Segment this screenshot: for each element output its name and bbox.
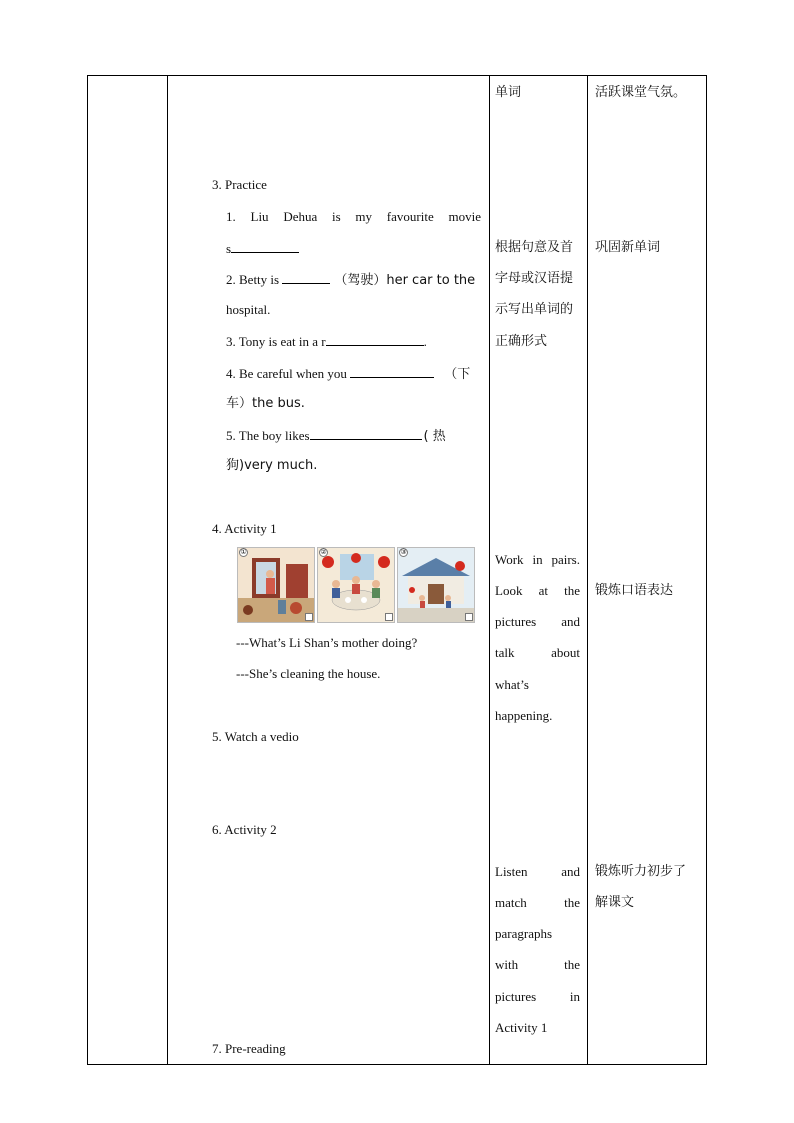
answer-blank bbox=[326, 333, 424, 346]
pairs-instruction-line: what’s bbox=[495, 677, 529, 692]
purpose-oral: 锻炼口语表达 bbox=[595, 583, 674, 598]
pairs-instruction-line bbox=[495, 583, 580, 599]
word: the bbox=[564, 895, 580, 910]
column-divider-1 bbox=[167, 76, 168, 1064]
listen-instruction-line bbox=[495, 895, 580, 911]
listen-instruction-line: paragraphs bbox=[495, 926, 553, 941]
column-divider-2 bbox=[489, 76, 490, 1064]
word: the bbox=[564, 957, 580, 972]
courtyard-illustration bbox=[398, 548, 474, 622]
question-4-line-1 bbox=[226, 365, 470, 383]
word: with bbox=[495, 957, 519, 972]
word: Look bbox=[495, 583, 523, 598]
word: pictures bbox=[495, 614, 537, 629]
word: the bbox=[564, 583, 580, 598]
answer-blank bbox=[231, 240, 299, 253]
family-dinner-illustration bbox=[318, 548, 394, 622]
item-5-watch-video: 5. Watch a vedio bbox=[212, 729, 299, 744]
listen-instruction-line bbox=[495, 957, 580, 973]
pairs-instruction-line bbox=[495, 614, 580, 630]
word: is bbox=[332, 209, 341, 224]
text: 5. The boy likes bbox=[226, 428, 310, 443]
listen-instruction-line bbox=[495, 864, 580, 880]
word: and bbox=[561, 614, 580, 629]
answer-blank bbox=[282, 271, 330, 284]
practice-title: 3. Practice bbox=[212, 177, 267, 192]
fill-instruction-line: 根据句意及首 bbox=[495, 240, 574, 255]
question-2-line-1 bbox=[226, 271, 475, 289]
item-7-pre-reading: 7. Pre-reading bbox=[212, 1041, 286, 1056]
text: 2. Betty is bbox=[226, 272, 283, 287]
purpose-atmosphere: 活跃课堂气氛。 bbox=[595, 85, 687, 100]
activity-2-title: 6. Activity 2 bbox=[212, 822, 277, 837]
text: 4. Be careful when you bbox=[226, 366, 351, 381]
word: 1. bbox=[226, 209, 236, 224]
word: movie bbox=[448, 209, 481, 224]
word: match bbox=[495, 895, 527, 910]
listen-instruction-line bbox=[495, 989, 580, 1005]
answer-blank bbox=[350, 365, 434, 378]
word: in bbox=[532, 552, 543, 567]
word: at bbox=[538, 583, 548, 598]
picture-number: ③ bbox=[400, 548, 407, 556]
question-4-line-2: 车）the bus. bbox=[226, 396, 305, 411]
question-5-line-1 bbox=[226, 427, 446, 445]
picture-family-dinner bbox=[317, 547, 395, 623]
word: talk bbox=[495, 645, 515, 660]
answer-box[interactable] bbox=[465, 613, 473, 621]
picture-courtyard bbox=[397, 547, 475, 623]
word: pairs. bbox=[551, 552, 580, 567]
activity-1-title: 4. Activity 1 bbox=[212, 521, 277, 536]
word: 1 bbox=[540, 1020, 548, 1035]
house-interior-illustration bbox=[238, 548, 314, 622]
question-5-line-2: 狗)very much. bbox=[226, 458, 318, 473]
fill-instruction-line: 字母或汉语提 bbox=[495, 271, 574, 286]
answer-blank bbox=[310, 427, 422, 440]
fill-instruction-line: 正确形式 bbox=[495, 334, 548, 349]
word: Work bbox=[495, 552, 524, 567]
word: Listen bbox=[495, 864, 528, 879]
word: Activity bbox=[495, 1020, 538, 1035]
pairs-instruction-line: happening. bbox=[495, 708, 553, 723]
text: ( 热 bbox=[423, 429, 446, 444]
purpose-listening-line: 解课文 bbox=[595, 895, 635, 910]
purpose-listening-line: 锻炼听力初步了 bbox=[595, 864, 687, 879]
word: Dehua bbox=[283, 209, 318, 224]
column-divider-3 bbox=[587, 76, 588, 1064]
answer-box[interactable] bbox=[385, 613, 393, 621]
text: s bbox=[226, 241, 232, 256]
word: and bbox=[561, 864, 580, 879]
pairs-instruction-line bbox=[495, 552, 580, 568]
word: my bbox=[355, 209, 373, 224]
answer-box[interactable] bbox=[305, 613, 313, 621]
fill-instruction-line: 示写出单词的 bbox=[495, 302, 574, 317]
picture-number: ② bbox=[320, 548, 327, 556]
question-1-line-2 bbox=[226, 240, 299, 257]
text: （下 bbox=[444, 367, 471, 382]
picture-number: ① bbox=[240, 548, 247, 556]
text: 3. Tony is eat in a r bbox=[226, 334, 326, 349]
dialog-answer: ---She’s cleaning the house. bbox=[236, 666, 381, 681]
question-1-line-1 bbox=[226, 209, 481, 225]
text: . bbox=[423, 334, 427, 349]
picture-cleaning-house bbox=[237, 547, 315, 623]
word: about bbox=[551, 645, 580, 660]
word: in bbox=[569, 989, 580, 1004]
activity-pictures bbox=[237, 547, 475, 623]
text: （驾驶）her car to the bbox=[334, 273, 476, 288]
listen-instruction-line bbox=[495, 1020, 547, 1036]
dialog-question: ---What’s Li Shan’s mother doing? bbox=[236, 635, 418, 650]
question-2-line-2: hospital. bbox=[226, 302, 271, 317]
question-3 bbox=[226, 333, 427, 350]
pairs-instruction-line bbox=[495, 645, 580, 661]
purpose-consolidate: 巩固新单词 bbox=[595, 240, 661, 255]
word-label: 单词 bbox=[495, 85, 522, 100]
word: favourite bbox=[386, 209, 434, 224]
word: Liu bbox=[250, 209, 269, 224]
word: pictures bbox=[495, 989, 537, 1004]
